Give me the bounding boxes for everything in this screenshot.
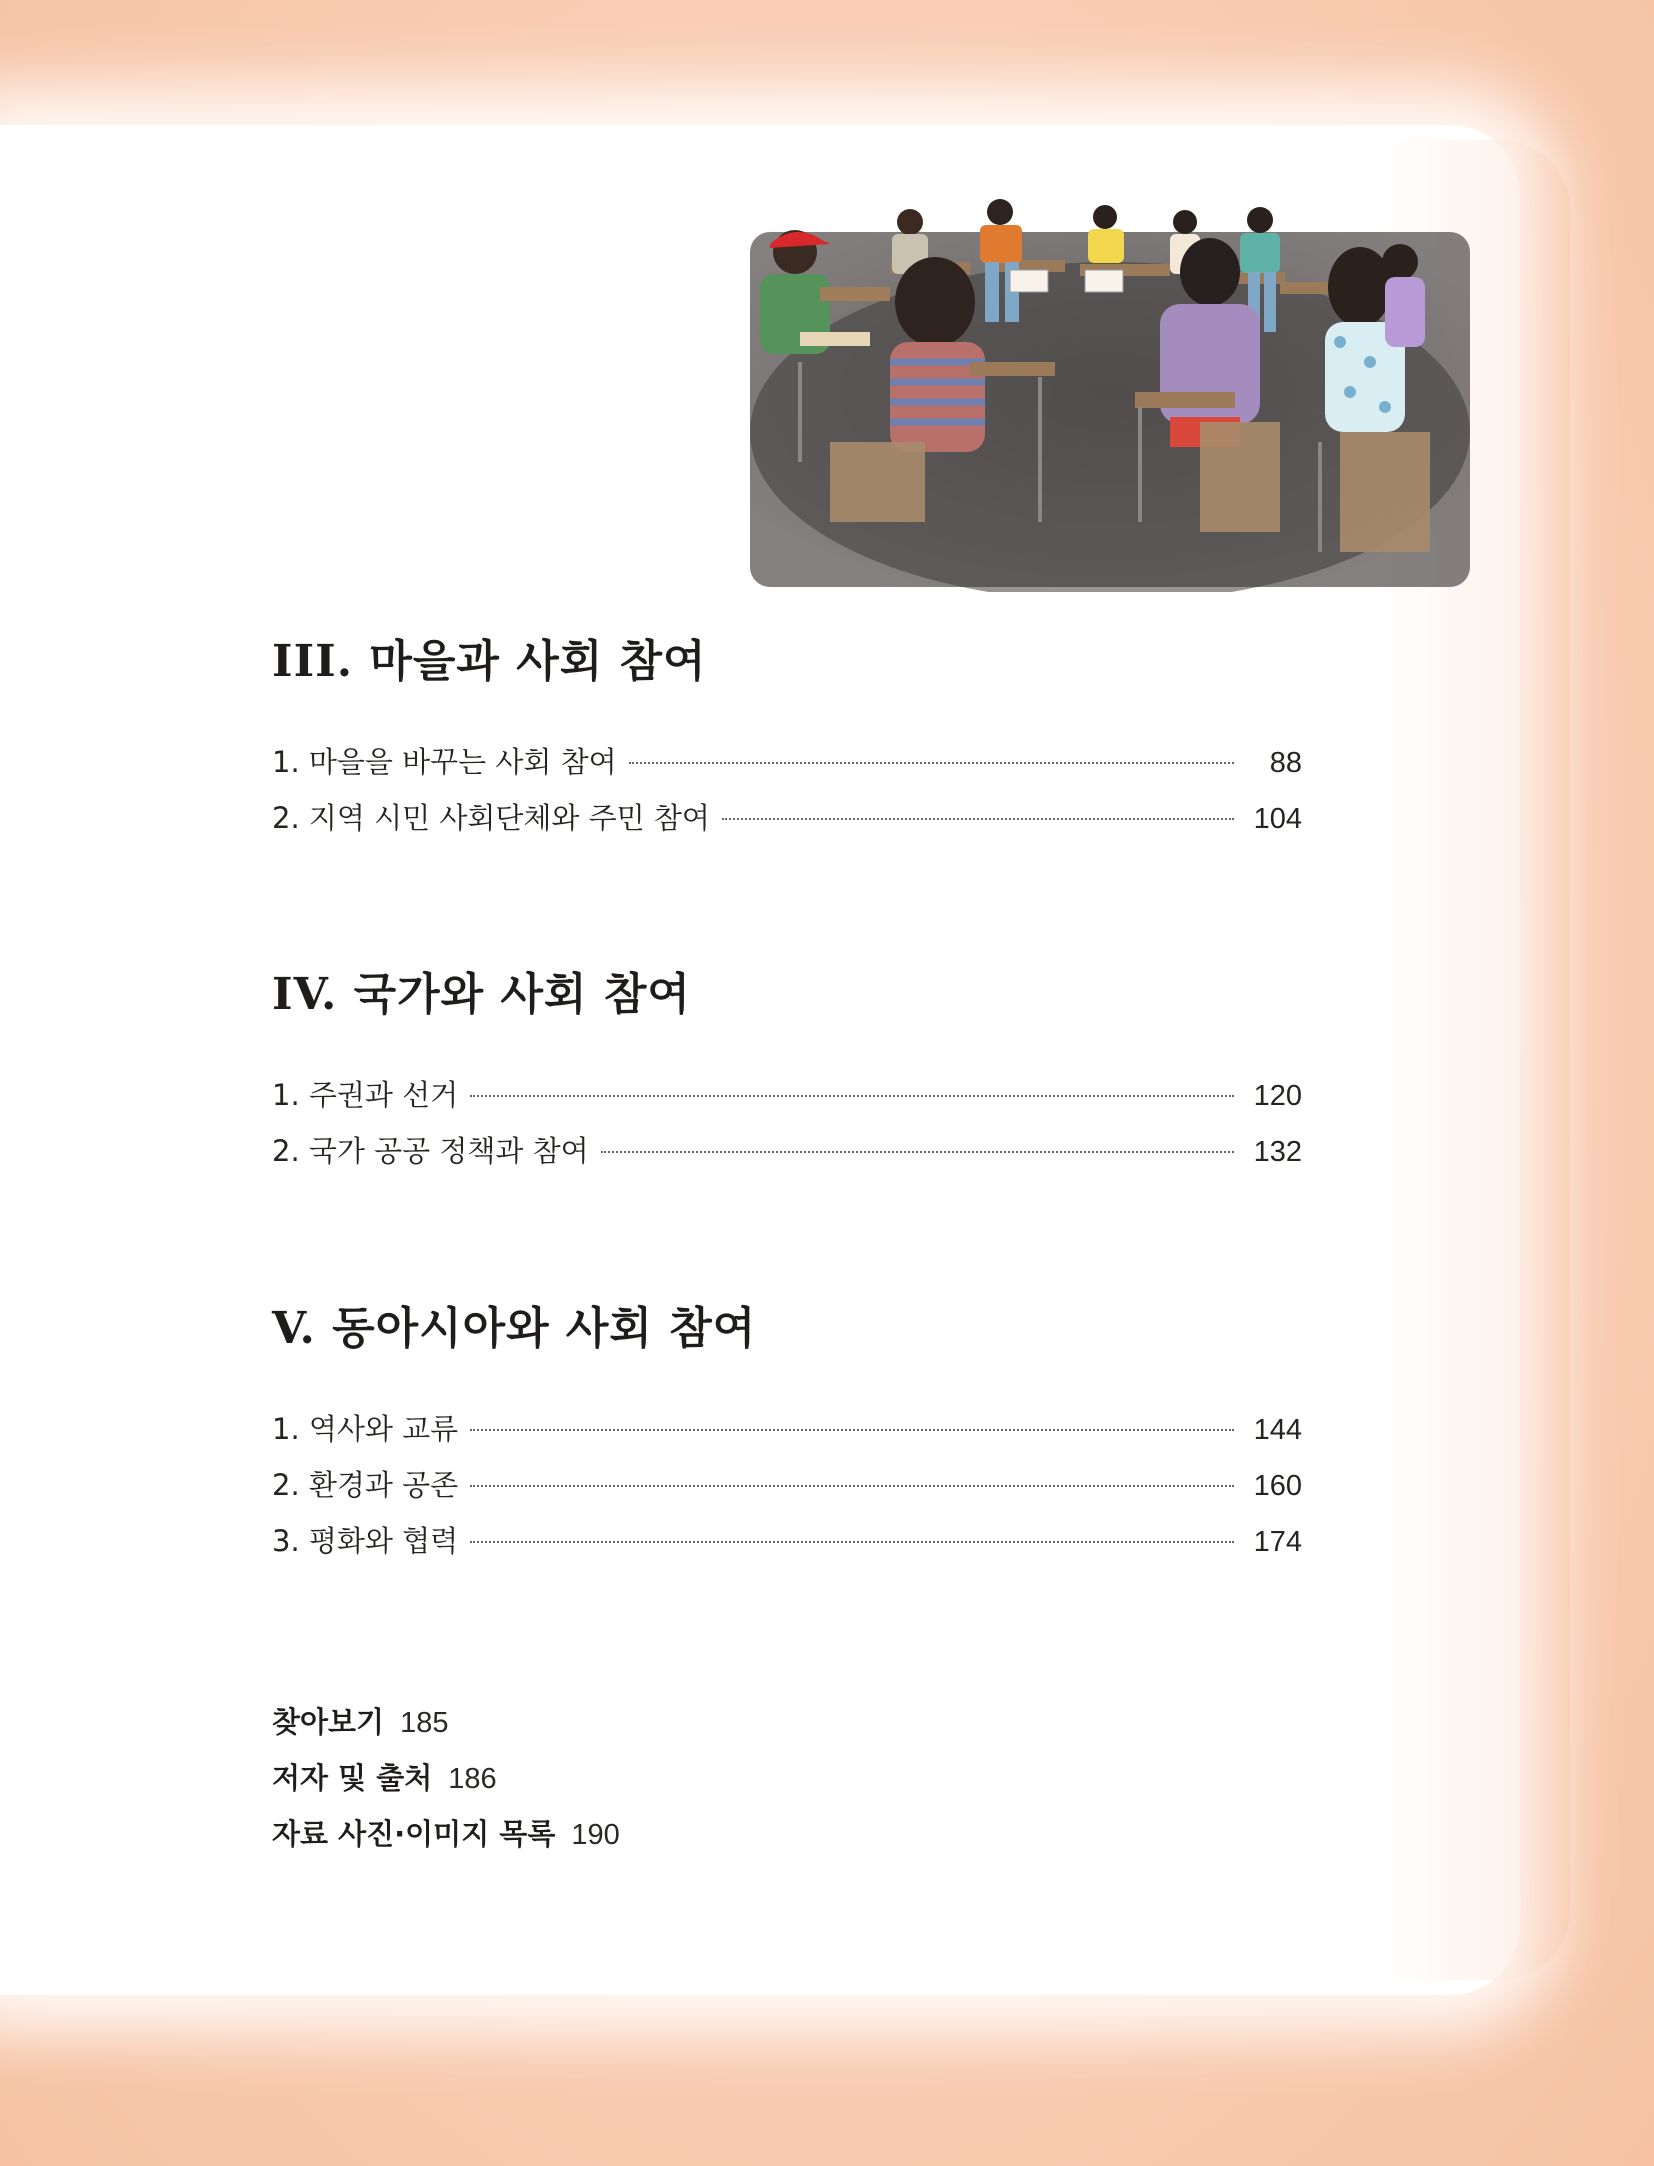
- toc-entry-page: 88: [1269, 747, 1302, 779]
- toc-entry-label: 2. 환경과 공존: [272, 1468, 459, 1502]
- dot-leader: [722, 818, 1234, 820]
- toc-entry-label: 3. 평화와 협력: [272, 1524, 459, 1558]
- unit-5-title: V. 동아시아와 사회 참여: [272, 1303, 757, 1354]
- toc-entry[interactable]: [272, 1407, 1302, 1463]
- back-matter-page: 186: [448, 1763, 497, 1795]
- unit-3-section: [272, 636, 1302, 852]
- unit-3-toc-list: [272, 740, 1302, 852]
- toc-entry[interactable]: [272, 1073, 1302, 1129]
- back-matter-label: 자료 사진·이미지 목록: [272, 1817, 556, 1851]
- toc-entry[interactable]: [272, 1519, 1302, 1575]
- unit-5-toc-list: [272, 1407, 1302, 1575]
- toc-entry-page: 104: [1253, 803, 1302, 835]
- toc-entry-page: 132: [1253, 1136, 1302, 1168]
- back-matter-page: 185: [400, 1707, 449, 1739]
- back-matter-entry-index[interactable]: [272, 1700, 620, 1756]
- dot-leader: [629, 762, 1234, 764]
- unit-3-title: III. 마을과 사회 참여: [272, 636, 707, 687]
- toc-entry-label: 1. 주권과 선거: [272, 1078, 459, 1112]
- dot-leader: [470, 1429, 1234, 1431]
- dot-leader: [601, 1151, 1234, 1153]
- classroom-discussion-illustration: [740, 192, 1478, 592]
- unit-4-section: [272, 969, 1302, 1185]
- toc-entry-label: 2. 지역 시민 사회단체와 주민 참여: [272, 801, 710, 835]
- toc-entry-page: 120: [1253, 1080, 1302, 1112]
- back-matter-label: 저자 및 출처: [272, 1761, 433, 1795]
- toc-entry-page: 144: [1253, 1414, 1302, 1446]
- back-matter-entry-authors[interactable]: [272, 1756, 620, 1812]
- toc-entry-label: 1. 마을을 바꾸는 사회 참여: [272, 745, 617, 779]
- toc-entry-label: 1. 역사와 교류: [272, 1412, 459, 1446]
- toc-entry-page: 174: [1253, 1526, 1302, 1558]
- toc-entry-label: 2. 국가 공공 정책과 참여: [272, 1134, 589, 1168]
- toc-entry[interactable]: [272, 1129, 1302, 1185]
- back-matter-label: 찾아보기: [272, 1705, 385, 1739]
- dot-leader: [470, 1541, 1234, 1543]
- back-matter-list: [272, 1700, 620, 1868]
- back-matter-page: 190: [571, 1819, 620, 1851]
- toc-entry[interactable]: [272, 740, 1302, 796]
- unit-5-section: [272, 1303, 1302, 1575]
- dot-leader: [470, 1095, 1234, 1097]
- unit-4-toc-list: [272, 1073, 1302, 1185]
- toc-entry-page: 160: [1253, 1470, 1302, 1502]
- toc-entry[interactable]: [272, 796, 1302, 852]
- dot-leader: [470, 1485, 1234, 1487]
- toc-entry[interactable]: [272, 1463, 1302, 1519]
- back-matter-entry-images[interactable]: [272, 1812, 620, 1868]
- unit-4-title: IV. 국가와 사회 참여: [272, 969, 691, 1020]
